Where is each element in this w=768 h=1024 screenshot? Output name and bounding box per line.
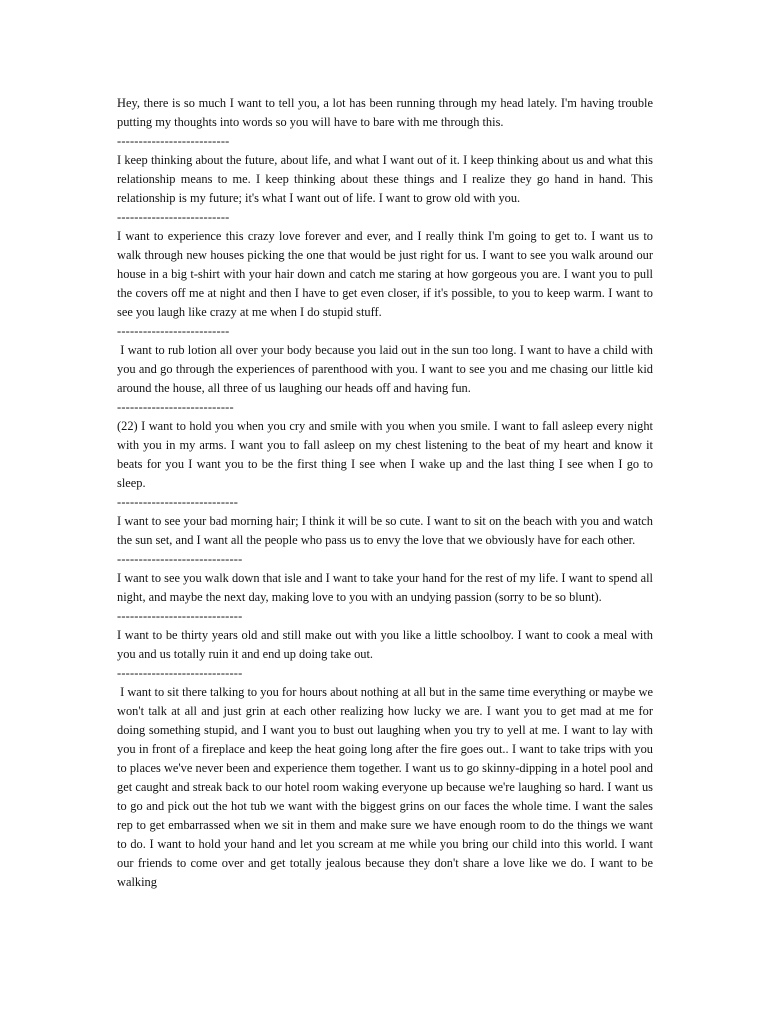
paragraph-7: I want to see you walk down that isle and I want to take your hand for the rest of my life. I want to spend all night, and maybe the next day, making love to you with an undying passion (sorry to be so blunt). xyxy=(117,571,657,604)
separator-8: ----------------------------- xyxy=(117,666,243,680)
separator-4: --------------------------- xyxy=(117,400,234,414)
paragraph-4: I want to rub lotion all over your body because you laid out in the sun too long. I want to have a child with you and go through the experiences of parenthood with you. I want to see you and me chasing our little kid around the house, all three of us laughing our heads off and having fun. xyxy=(117,343,657,395)
paragraph-8: I want to be thirty years old and still make out with you like a little schoolboy. I want to cook a meal with you and us totally ruin it and end up doing take out. xyxy=(117,628,657,661)
document-page xyxy=(117,94,657,892)
paragraph-9: I want to sit there talking to you for hours about nothing at all but in the same time everything or maybe we won't talk at all and just grin at each other realizing how lucky we are. I want you to get mad at me for doing something stupid, and I want you to bust out laughing when you try to yell at me. I want to lay with you in front of a fireplace and keep the heat going long after the fire goes out.. I want to take trips with you to places we've never been and experience them together. I want us to go skinny-dipping in a hotel pool and get caught and streak back to our hotel room waking everyone up because we're laughing so hard. I want us to go and pick out the hot tub we want with the biggest grins on our faces the whole time. I want the sales rep to get embarrassed when we sit in them and make sure we have enough room to do the things we want to do. I want to hold your hand and let you scream at me while you bring our child into this world. I want our friends to come over and get totally jealous because they don't share a love like we do. I want to be walking xyxy=(117,685,657,889)
paragraph-1: Hey, there is so much I want to tell you, a lot has been running through my head lately. I'm having trouble putting my thoughts into words so you will have to bare with me through this. xyxy=(117,96,657,129)
separator-5: ---------------------------- xyxy=(117,495,239,509)
paragraph-3: I want to experience this crazy love forever and ever, and I really think I'm going to get to. I want us to walk through new houses picking the one that would be just right for us. I want to see you walk around our house in a big t-shirt with your hair down and catch me staring at how gorgeous you are. I want you to pull the covers off me at night and then I have to get even closer, if it's possible, to you to keep warm. I want to see you laugh like crazy at me when I do stupid stuff. xyxy=(117,229,657,319)
separator-1: -------------------------- xyxy=(117,134,230,148)
separator-6: ----------------------------- xyxy=(117,552,243,566)
paragraph-6: I want to see your bad morning hair; I think it will be so cute. I want to sit on the beach with you and watch the sun set, and I want all the people who pass us to envy the love that we obviously have for each other. xyxy=(117,514,657,547)
separator-3: -------------------------- xyxy=(117,324,230,338)
paragraph-5: (22) I want to hold you when you cry and smile with you when you smile. I want to fall asleep every night with you in my arms. I want you to fall asleep on my chest listening to the beat of my heart and know it beats for you I want you to be the first thing I see when I wake up and the last thing I see when I go to sleep. xyxy=(117,419,657,490)
separator-7: ----------------------------- xyxy=(117,609,243,623)
paragraph-2: I keep thinking about the future, about life, and what I want out of it. I keep thinking about us and what this relationship means to me. I keep thinking about these things and I realize they go hand in hand. This relationship is my future; it's what I want out of life. I want to grow old with you. xyxy=(117,153,657,205)
separator-2: -------------------------- xyxy=(117,210,230,224)
